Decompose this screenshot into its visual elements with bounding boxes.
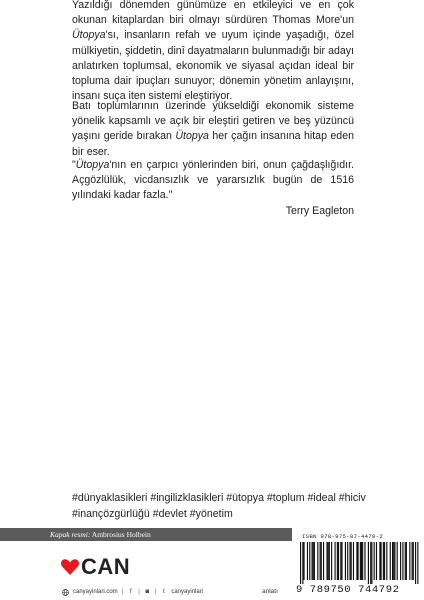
barcode-bar	[360, 542, 361, 580]
barcode-bar	[394, 542, 395, 580]
barcode-bar	[400, 542, 401, 580]
barcode-bar	[302, 542, 303, 584]
barcode-bar	[335, 542, 336, 580]
publisher-logo	[60, 556, 130, 578]
barcode-bar	[379, 542, 380, 580]
genre-label: anlatı	[262, 588, 278, 595]
barcode-bar	[312, 542, 313, 580]
barcode-bar	[397, 542, 398, 580]
barcode-bar	[356, 542, 357, 580]
barcode-bar	[381, 542, 382, 580]
barcode-bar	[340, 542, 341, 580]
barcode-bar	[328, 542, 329, 580]
barcode-bar	[402, 542, 403, 580]
barcode-bar	[370, 542, 371, 584]
barcode-bar	[358, 542, 359, 580]
description-paragraph-2: Batı toplumlarının üzerinde yükseldiği ekonomik sisteme yönelik kapsamlı ve açık bir eleştiri getiren ve beş yüzüncü yaşını geride bırakan Ütopya her çağın insanına hitap eden bir eser.	[72, 100, 354, 158]
barcode-bar	[329, 542, 330, 580]
barcode-bar	[376, 542, 377, 580]
social-handle[interactable]: canyayinlari	[171, 589, 204, 595]
instagram-icon[interactable]: ◙	[145, 588, 150, 595]
barcode-bar	[405, 542, 406, 580]
barcode-bar	[303, 542, 304, 580]
barcode-bar	[323, 542, 324, 580]
cover-credit-band	[0, 528, 292, 541]
barcode-bar	[353, 542, 354, 580]
book-title-italic: Ütopya	[75, 159, 110, 171]
barcode-bar	[417, 542, 418, 584]
barcode-bar	[413, 542, 414, 580]
barcode-bar	[300, 542, 301, 584]
cover-credit-artist: Ambrosius Holbein	[90, 530, 151, 539]
globe-icon	[62, 589, 69, 596]
barcode-bar	[384, 542, 385, 580]
barcode-bar	[368, 542, 369, 584]
blurb-quote: "Ütopya'nın en çarpıcı yönlerinden biri, onun çağdaşlığıdır. Açgözlülük, vicdansızlık ve yararsızlık bugün de 1516 yılındaki kadar fazla." Terry Eagleton	[72, 158, 354, 219]
facebook-icon[interactable]: f	[129, 588, 132, 595]
book-title-italic: Ütopya	[175, 130, 209, 143]
ean-digits: 9 789750 744792	[296, 584, 400, 596]
website-link[interactable]: canyayinlari.com	[73, 589, 118, 595]
barcode-bar	[412, 542, 413, 580]
barcode-bar	[349, 542, 350, 580]
barcode-bar	[313, 542, 314, 580]
barcode-bar	[371, 542, 372, 584]
barcode-bar	[361, 542, 362, 580]
publisher-logo-text: CAN	[81, 554, 131, 579]
heart-icon	[60, 557, 80, 577]
barcode-bar	[415, 542, 416, 584]
barcode-bar	[326, 542, 327, 580]
barcode-bar	[390, 542, 391, 580]
barcode-bar	[314, 542, 315, 580]
barcode-bar	[321, 542, 322, 580]
barcode-bar	[383, 542, 384, 580]
barcode-bar	[364, 542, 365, 580]
barcode-bar	[345, 542, 346, 580]
hashtag-list: #dünyaklasikleri #ingilizklasikleri #ütopya #toplum #ideal #hiciv #inançözgürlüğü #devlet #yönetim	[72, 492, 366, 520]
description-paragraph-1: Yazıldığı dönemden günümüze en etkileyici ve en çok okunan kitaplardan biri olmayı sürdüren Thomas More'un Ütopya'sı, insanların refah ve uyum içinde yaşadığı, özel mülkiyetin, şiddetin, dinî dayatmaların bulunmadığı bir adayı anlatırken toplumsal, ekonomik ve siyasal açıdan ideal bir topluma dair ipuçları sunuyor; dönemin yönetim anlayışını, insanı suça iten sistemi eleştiriyor.	[72, 0, 354, 103]
publisher-footer: canyayinlari.com | f | ◙ | t canyayinlari	[62, 587, 203, 597]
twitter-icon[interactable]: t	[163, 588, 165, 595]
book-title-italic: Ütopya	[72, 29, 106, 42]
barcode-bar	[362, 542, 363, 580]
barcode-bar	[338, 542, 339, 580]
barcode-bar	[307, 542, 308, 580]
barcode-icon	[300, 542, 420, 584]
barcode-bar	[386, 542, 387, 580]
barcode-bar	[341, 542, 342, 580]
barcode-bar	[317, 542, 318, 580]
barcode-bar	[409, 542, 410, 580]
barcode-bar	[320, 542, 321, 580]
barcode-bar	[374, 542, 375, 580]
barcode-bar	[393, 542, 394, 580]
barcode-bar	[406, 542, 407, 580]
barcode-bar	[331, 542, 332, 580]
barcode-bar	[309, 542, 310, 580]
cover-credit-label: Kapak resmi:	[50, 530, 91, 539]
barcode-area	[296, 528, 424, 600]
barcode-bar	[392, 542, 393, 580]
barcode-bar	[337, 542, 338, 580]
isbn-label: ISBN 978-975-07-4479-2	[302, 533, 383, 540]
quote-author: Terry Eagleton	[285, 204, 354, 217]
barcode-bar	[351, 542, 352, 580]
barcode-bar	[347, 542, 348, 580]
